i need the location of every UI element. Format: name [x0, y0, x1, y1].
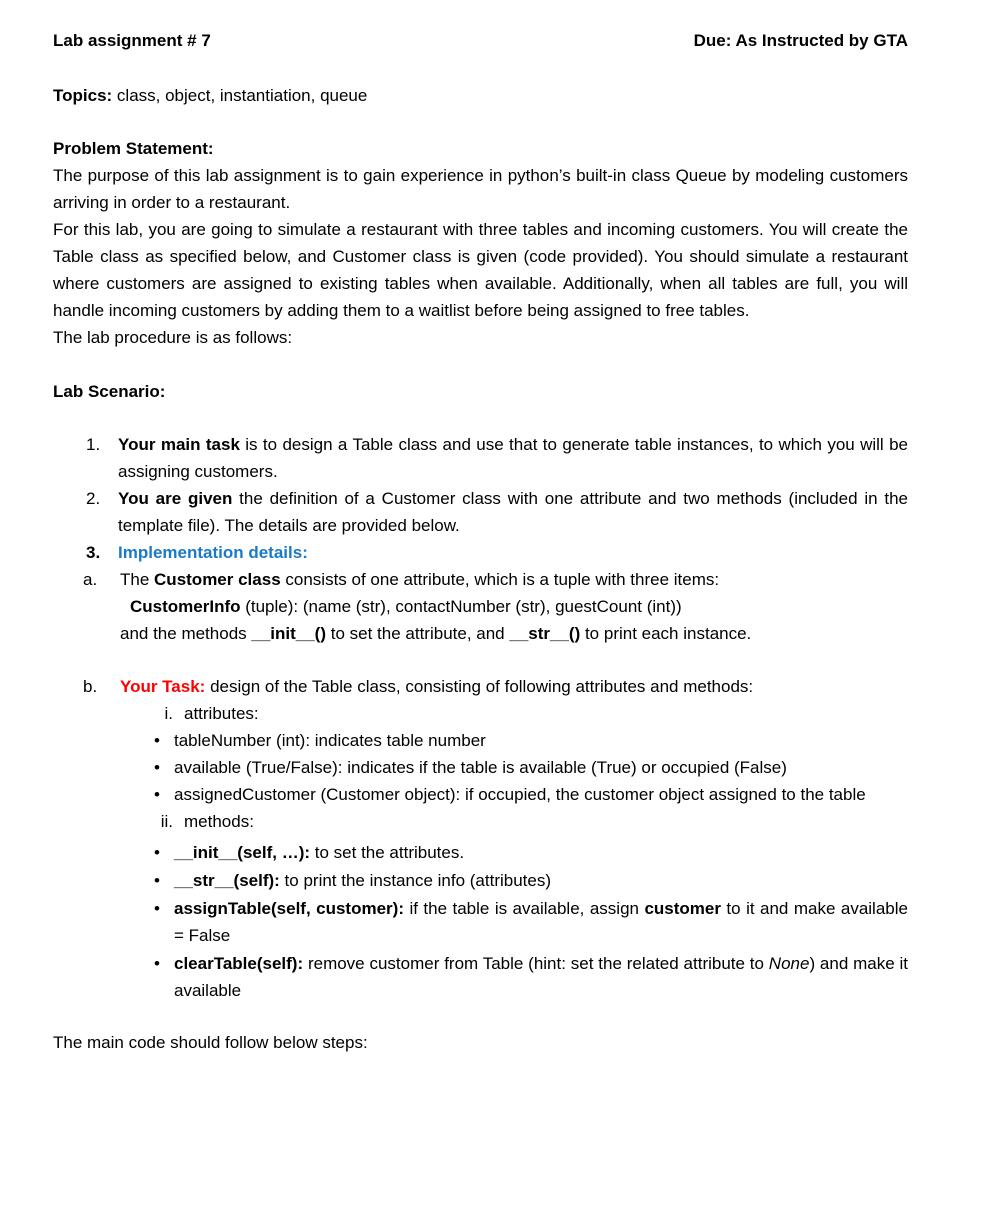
- problem-paragraph-1: The purpose of this lab assignment is to gain experience in python’s built-in class Queue by modeling customers arriving in order to a restaurant.: [53, 166, 908, 212]
- item-a-line1-bold: Customer class: [154, 570, 281, 589]
- list-item-2: [53, 485, 908, 539]
- bullet-icon: •: [154, 758, 160, 777]
- item-a-line3-rest: to print each instance.: [580, 624, 752, 643]
- topics-label: Topics:: [53, 86, 113, 105]
- your-task-rest: design of the Table class, consisting of following attributes and methods:: [205, 677, 754, 696]
- bullet-icon: •: [154, 954, 160, 973]
- item-1-rest-run: is to design a Table class and use that to generate table instances, to which you will be assigning customers.: [118, 435, 908, 481]
- problem-heading: Problem Statement:: [53, 139, 214, 158]
- method-assigntable-rest2: to it and make available = False: [174, 899, 908, 945]
- sub-item-b: [53, 673, 908, 1005]
- methods-heading: methods:: [184, 812, 254, 831]
- list-item-2-text: [118, 485, 908, 539]
- item-a-line1-pre: The: [120, 570, 155, 589]
- your-task-label: Your Task:: [120, 677, 206, 696]
- implementation-details-heading: Implementation details:: [118, 543, 308, 562]
- method-init-bold: __init__(self, …):: [174, 843, 311, 862]
- item-a-line3-pre: and the methods: [120, 624, 252, 643]
- problem-statement-section: [53, 135, 908, 351]
- bullet-icon: •: [154, 843, 160, 862]
- bullet-item: [120, 754, 908, 781]
- list-item-1-text: [118, 431, 908, 485]
- list-marker-2: 2.: [86, 489, 101, 508]
- topics-text: class, object, instantiation, queue: [112, 86, 368, 105]
- bullet-icon: •: [154, 899, 160, 918]
- item-2-rest-run: the definition of a Customer class with one attribute and two methods (included in the template file). The details are provided below.: [118, 489, 908, 535]
- method-assigntable-rest: if the table is available, assign: [403, 899, 645, 918]
- str-method-bold: __str__(): [509, 624, 581, 643]
- roman-marker-ii: ii.: [160, 812, 173, 831]
- problem-paragraph-2: For this lab, you are going to simulate a restaurant with three tables and incoming customers. You will create the Table class as specified below, and Customer class is given (code provided). You should simulate a restaurant where customers are assigned to existing tables when available. Additionally, when all tables are full, you will handle incoming customers by adding them to a waitlist before being assigned to free tables.: [53, 220, 908, 320]
- lab-scenario-heading: Lab Scenario:: [53, 382, 166, 401]
- bullet-icon: •: [154, 785, 160, 804]
- method-assigntable: [174, 895, 908, 949]
- attributes-heading: attributes:: [184, 704, 259, 723]
- bullet-icon: •: [154, 731, 160, 750]
- attributes-bullet-list: [120, 727, 908, 808]
- list-item-3: [53, 539, 908, 566]
- item-a-line-3: [120, 620, 908, 647]
- attribute-available: available (True/False): indicates if the table is available (True) or occupied (False): [174, 758, 787, 777]
- method-init: [174, 839, 908, 866]
- roman-marker-i: i.: [164, 704, 173, 723]
- list-marker-3: 3.: [86, 543, 101, 562]
- doc-header: [53, 27, 908, 54]
- attribute-tablenumber: tableNumber (int): indicates table number: [174, 731, 486, 750]
- bullet-icon: •: [154, 871, 160, 890]
- sub-item-b-content: [120, 673, 908, 1005]
- none-italic: None: [768, 954, 810, 973]
- your-task-intro: [120, 673, 908, 700]
- method-str-bold: __str__(self):: [174, 871, 280, 890]
- bullet-item: [120, 781, 908, 808]
- item-a-line3-mid: to set the attribute, and: [326, 624, 510, 643]
- item-a-line-2: [120, 593, 908, 620]
- bullet-item: [120, 950, 908, 1004]
- attribute-assignedcustomer: assignedCustomer (Customer object): if occupied, the customer object assigned to the table: [174, 785, 866, 804]
- method-cleartable-rest: remove customer from Table (hint: set the related attribute to: [303, 954, 769, 973]
- methods-heading-row: [120, 808, 908, 835]
- item-1-bold-run: Your main task: [118, 435, 240, 454]
- method-str: [174, 867, 908, 894]
- item-a-line1-rest: consists of one attribute, which is a tuple with three items:: [280, 570, 720, 589]
- sub-marker-a: a.: [83, 570, 98, 589]
- sub-item-a-content: [120, 566, 908, 647]
- method-assigntable-bold2: customer: [644, 899, 721, 918]
- sub-item-a: [53, 566, 908, 647]
- method-cleartable-bold: clearTable(self):: [174, 954, 304, 973]
- method-assigntable-bold: assignTable(self, customer):: [174, 899, 404, 918]
- bullet-item: [120, 839, 908, 866]
- due-date: Due: As Instructed by GTA: [693, 31, 908, 50]
- customerinfo-rest: (tuple): (name (str), contactNumber (str), guestCount (int)): [240, 597, 682, 616]
- attributes-heading-row: [120, 700, 908, 727]
- method-cleartable-rest2: ) and make it available: [174, 954, 909, 1000]
- bullet-item: [120, 727, 908, 754]
- lab-scenario-list: [53, 431, 908, 1005]
- sub-marker-b: b.: [83, 677, 98, 696]
- item-a-line-1: [120, 566, 908, 593]
- init-method-bold: __init__(): [251, 624, 327, 643]
- item-2-bold-run: You are given: [118, 489, 233, 508]
- bullet-item: [120, 867, 908, 894]
- list-marker-1: 1.: [86, 435, 101, 454]
- list-item-1: [53, 431, 908, 485]
- problem-paragraph-3: The lab procedure is as follows:: [53, 328, 293, 347]
- bullet-item: [120, 895, 908, 949]
- topics-line: [53, 82, 908, 109]
- methods-bullet-list: [120, 839, 908, 1004]
- method-init-rest: to set the attributes.: [310, 843, 465, 862]
- customerinfo-bold: CustomerInfo: [130, 597, 241, 616]
- method-cleartable: [174, 950, 908, 1004]
- doc-title: Lab assignment # 7: [53, 31, 211, 50]
- closing-line: The main code should follow below steps:: [53, 1033, 368, 1052]
- method-str-rest: to print the instance info (attributes): [279, 871, 552, 890]
